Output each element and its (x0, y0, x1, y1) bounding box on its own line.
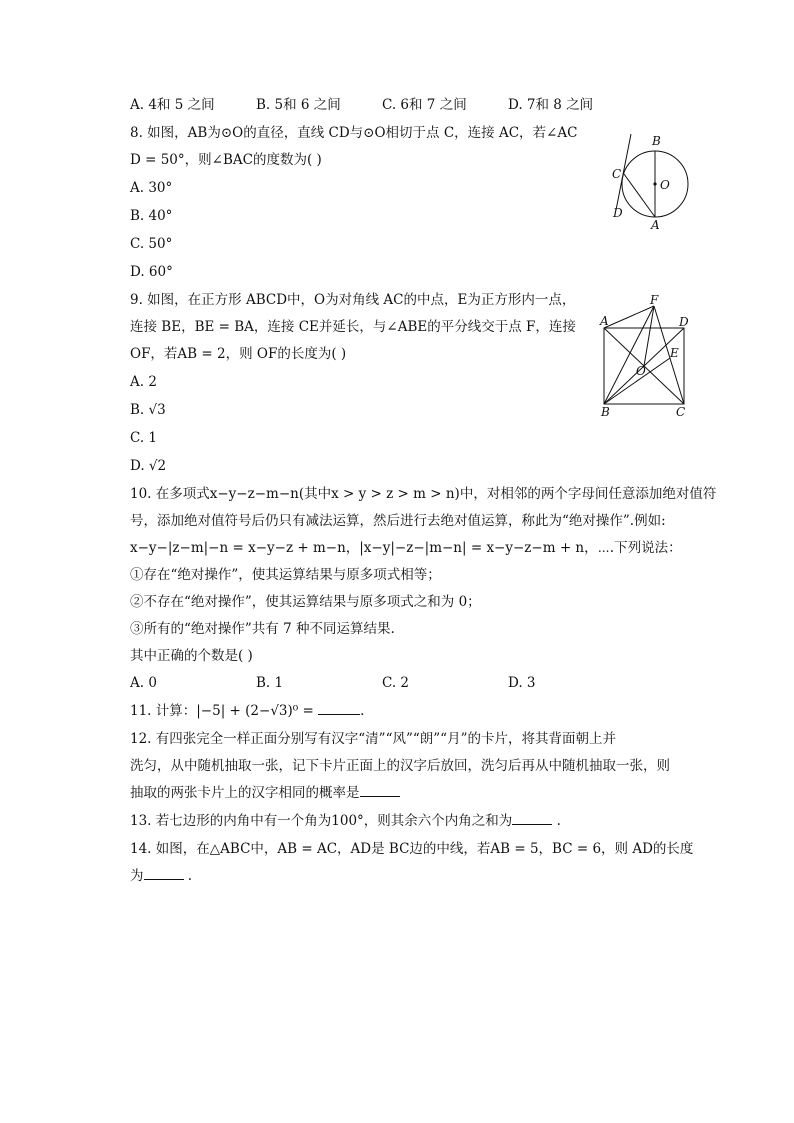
label-b: B (601, 405, 610, 418)
q14-end: . (187, 868, 193, 884)
label-d: D (613, 206, 623, 220)
q14-answer-blank (144, 867, 184, 880)
q11 (130, 701, 364, 721)
chord-ac (624, 174, 655, 217)
label-f: F (650, 293, 659, 307)
q8-stem-line1: 8. 如图，AB为⊙O的直径，直线 CD与⊙O相切于点 C，连接 AC，若∠AC (130, 125, 578, 141)
q7-option-b: B. 5和 6 之间 (256, 97, 341, 113)
q12-stem-line1: 12. 有四张完全一样正面分别写有汉字“清”“风”“朗”“月”的卡片，将其背面朝上并 (130, 731, 616, 747)
q10-statement-1: ①存在“绝对操作”，使其运算结果与原多项式相等； (130, 567, 441, 583)
q12-answer-blank (360, 784, 400, 797)
q9-option-a: A. 2 (130, 374, 157, 390)
q12-stem-line3 (130, 783, 400, 803)
q9-option-d: D. √2 (130, 458, 167, 474)
q9-stem-line3: OF，若AB = 2，则 OF的长度为( ) (130, 346, 347, 362)
q9-option-b: B. √3 (130, 402, 166, 418)
q8-stem-line2: D = 50°，则∠BAC的度数为( ) (130, 152, 322, 168)
q8-circle-figure (600, 128, 700, 234)
label-b: B (652, 134, 661, 148)
q14-stem-line1: 14. 如图，在△ABC中，AB = AC，AD是 BC边的中线，若AB = 5，BC = 6，则 AD的长度 (130, 841, 694, 857)
q9-stem-line2: 连接 BE，BE = BA，连接 CE并延长，与∠ABE的平分线交于点 F，连接 (130, 319, 576, 335)
q13 (130, 811, 561, 831)
q13-text: 13. 若七边形的内角中有一个角为100°，则其余六个内角之和为 (130, 813, 513, 829)
center-point-o (653, 182, 656, 185)
q10-stem-line1: 10. 在多项式x−y−z−m−n(其中x > y > z > m > n)中，对相邻的两个字母间任意添加绝对值符 (130, 486, 717, 502)
label-o: O (636, 364, 646, 378)
label-d: D (679, 315, 689, 329)
q11-text: 11. 计算：|−5| + (2−√3)⁰ = (130, 703, 314, 719)
q10-stem-line2: 号，添加绝对值符号后仍只有减法运算，然后进行去绝对值运算，称此为“绝对操作”.例如: (130, 513, 666, 529)
q10-option-a: A. 0 (130, 675, 157, 691)
label-a: A (600, 314, 609, 328)
q12-line3-text: 抽取的两张卡片上的汉字相同的概率是 (130, 785, 360, 801)
q10-option-b: B. 1 (256, 675, 284, 691)
label-e: E (670, 346, 679, 360)
label-a: A (651, 218, 660, 232)
label-c: C (676, 405, 686, 418)
q7-options (130, 95, 634, 115)
q7-option-d: D. 7和 8 之间 (508, 97, 594, 113)
q10-stem-line3: x−y−|z−m|−n = x−y−z + m−n，|x−y|−z−|m−n| = x−y−z−m + n，⋯.下列说法： (130, 540, 682, 556)
segment-af (604, 306, 654, 328)
q8-option-a: A. 30° (130, 180, 173, 196)
q7-option-c: C. 6和 7 之间 (382, 97, 467, 113)
segment-bf (604, 306, 654, 404)
q9-stem-line1: 9. 如图，在正方形 ABCD中，O为对角线 AC的中点，E为正方形内一点， (130, 292, 576, 308)
q10-options (130, 673, 634, 693)
q13-end: . (556, 813, 561, 829)
q9-option-c: C. 1 (130, 430, 158, 446)
q11-end: . (360, 703, 365, 719)
q10-option-d: D. 3 (508, 675, 536, 691)
label-o: O (660, 178, 670, 192)
q12-stem-line2: 洗匀，从中随机抽取一张，记下卡片正面上的汉字后放回，洗匀后再从中随机抽取一张，则 (130, 758, 670, 774)
q7-option-a: A. 4和 5 之间 (130, 97, 215, 113)
q10-statement-2: ②不存在“绝对操作”，使其运算结果与原多项式之和为 0； (130, 594, 481, 610)
q10-statement-3: ③所有的“绝对操作”共有 7 种不同运算结果. (130, 621, 395, 637)
q13-answer-blank (512, 812, 552, 825)
q14-stem-line2 (130, 866, 192, 886)
q10-question: 其中正确的个数是( ) (130, 648, 253, 664)
label-c: C (612, 167, 622, 181)
q10-option-c: C. 2 (382, 675, 410, 691)
q8-option-c: C. 50° (130, 236, 173, 252)
q8-option-b: B. 40° (130, 208, 173, 224)
q14-line2-text: 为 (130, 868, 144, 884)
q11-answer-blank (318, 702, 360, 715)
q9-square-figure (596, 292, 696, 418)
q8-option-d: D. 60° (130, 264, 173, 280)
